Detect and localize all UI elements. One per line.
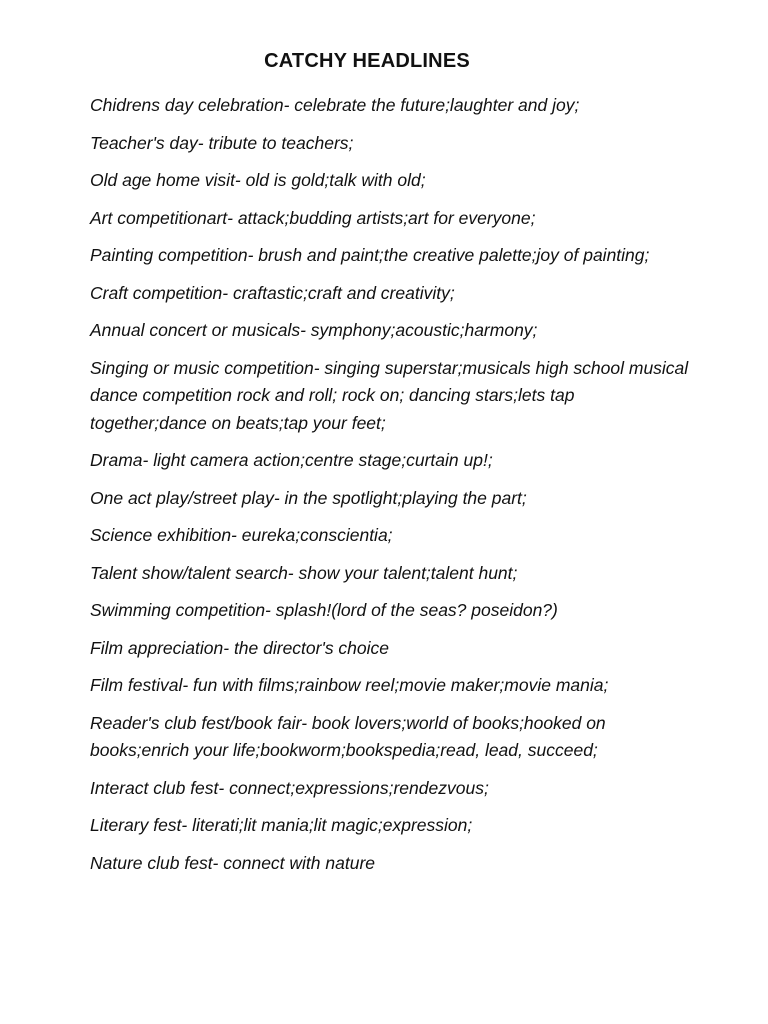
headline-item: Singing or music competition- singing superstar;musicals high school musical dance competition rock and roll; rock on; dancing stars;lets tap together;dance on beats;tap your feet; <box>90 357 689 433</box>
headline-item: Swimming competition- splash!(lord of the seas? poseidon?) <box>90 600 558 620</box>
headline-item: Film festival- fun with films;rainbow reel;movie maker;movie mania; <box>90 675 609 695</box>
headline-list <box>90 92 690 887</box>
headline-item: One act play/street play- in the spotlight;playing the part; <box>90 487 527 508</box>
headline-item: Art competitionart- attack;budding artists;art for everyone; <box>90 207 536 228</box>
headline-item: Craft competition- craftastic;craft and creativity; <box>90 282 455 303</box>
headline-item: Chidrens day celebration- celebrate the future;laughter and joy; <box>90 95 580 115</box>
document-title: CATCHY HEADLINES <box>264 50 470 72</box>
headline-item: Nature club fest- connect with nature <box>90 852 376 873</box>
headline-item: Film appreciation- the director's choice <box>90 637 390 658</box>
headline-item: Teacher's day- tribute to teachers; <box>90 132 354 153</box>
headline-item: Painting competition- brush and paint;the creative palette;joy of painting; <box>90 245 650 265</box>
headline-item: Old age home visit- old is gold;talk with old; <box>90 170 426 190</box>
headline-item: Interact club fest- connect;expressions;rendezvous; <box>90 777 489 798</box>
headline-item: Literary fest- literati;lit mania;lit magic;expression; <box>90 815 473 835</box>
headline-item: Science exhibition- eureka;conscientia; <box>90 525 393 545</box>
headline-item: Drama- light camera action;centre stage;curtain up!; <box>90 450 493 470</box>
headline-item: Talent show/talent search- show your talent;talent hunt; <box>90 562 518 583</box>
headline-item: Annual concert or musicals- symphony;acoustic;harmony; <box>90 320 538 340</box>
headline-item: Reader's club fest/book fair- book lovers;world of books;hooked on books;enrich your life;bookworm;bookspedia;read, lead, succeed; <box>90 712 606 760</box>
